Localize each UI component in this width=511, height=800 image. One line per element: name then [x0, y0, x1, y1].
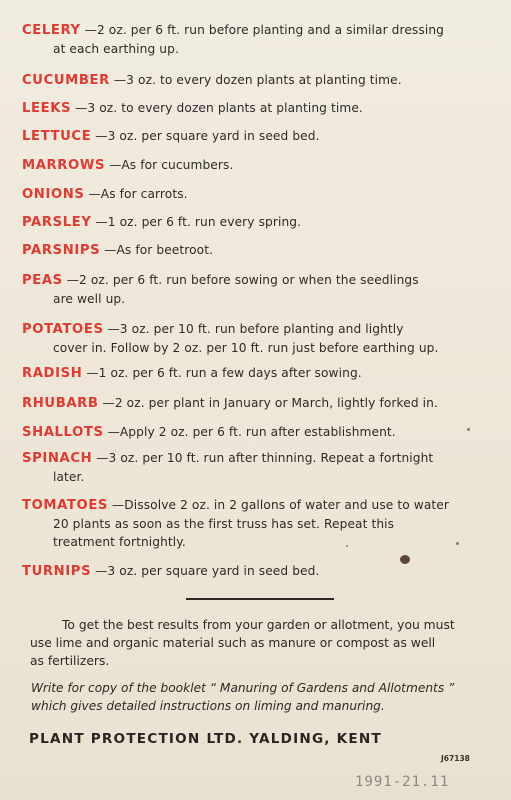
entry-text: —1 oz. per 6 ft. run a few days after sowing. [82, 366, 362, 380]
vegetable-name: RADISH [22, 366, 83, 381]
advice-line: use lime and organic material such as manure or compost as well [30, 636, 436, 650]
booklet-line: which gives detailed instructions on liming and manuring. [31, 699, 385, 713]
entry-marrows [22, 156, 494, 175]
ink-speck [346, 545, 348, 547]
entry-text: —3 oz. to every dozen plants at planting time. [109, 73, 402, 87]
entry-continuation: cover in. Follow by 2 oz. per 10 ft. run just before earthing up. [53, 341, 439, 355]
entry-text: —3 oz. per square yard in seed bed. [91, 564, 320, 578]
vegetable-name: SHALLOTS [22, 425, 104, 440]
entry-text: —1 oz. per 6 ft. run every spring. [91, 215, 302, 229]
print-code: J67138 [441, 754, 470, 763]
entry-shallots [22, 423, 494, 442]
entry-spinach [22, 449, 494, 486]
booklet-line: Write for copy of the booklet “ Manuring of Gardens and Allotments ” [31, 681, 455, 695]
vegetable-name: CELERY [22, 23, 81, 38]
vegetable-name: LEEKS [22, 101, 72, 116]
entry-text: —As for carrots. [84, 187, 188, 201]
entry-potatoes [22, 320, 494, 357]
ink-speck [467, 428, 470, 431]
entry-continuation: later. [53, 470, 85, 484]
ink-stain [400, 555, 410, 564]
pencil-accession-note: 1991-21.11 [355, 774, 450, 790]
entry-text: —3 oz. per 10 ft. run before planting and lightly [103, 322, 404, 336]
divider-rule [186, 598, 334, 600]
advice-paragraph [30, 616, 492, 670]
vegetable-name: POTATOES [22, 322, 104, 337]
entry-text: —2 oz. per plant in January or March, lightly forked in. [98, 396, 438, 410]
entry-continuation: at each earthing up. [53, 42, 179, 56]
entry-tomatoes [22, 496, 494, 551]
vegetable-name: MARROWS [22, 158, 106, 173]
entry-text: —3 oz. per 10 ft. run after thinning. Repeat a fortnight [92, 451, 434, 465]
vegetable-name: LETTUCE [22, 129, 92, 144]
vegetable-name: ONIONS [22, 187, 85, 202]
entry-lettuce [22, 127, 494, 146]
entry-text: —As for beetroot. [100, 243, 214, 257]
entry-parsley [22, 213, 494, 232]
vegetable-name: PARSNIPS [22, 243, 101, 258]
entry-peas [22, 271, 494, 308]
entry-onions [22, 185, 494, 204]
advice-line: as fertilizers. [30, 654, 110, 668]
entry-celery [22, 21, 494, 58]
entry-continuation: 20 plants as soon as the first truss has set. Repeat this [53, 517, 395, 531]
entry-cucumber [22, 71, 494, 90]
booklet-note [31, 679, 493, 715]
vegetable-name: TOMATOES [22, 498, 109, 513]
vegetable-name: SPINACH [22, 451, 93, 466]
company-footer: PLANT PROTECTION LTD. YALDING, KENT [29, 731, 382, 747]
ink-speck [456, 542, 459, 545]
entry-text: —3 oz. per square yard in seed bed. [91, 129, 320, 143]
vegetable-name: CUCUMBER [22, 73, 110, 88]
entry-text: —2 oz. per 6 ft. run before sowing or when the seedlings [62, 273, 419, 287]
entry-continuation: are well up. [53, 292, 126, 306]
vegetable-name: PEAS [22, 273, 63, 288]
entry-continuation-2: treatment fortnightly. [53, 535, 186, 549]
entry-rhubarb [22, 394, 494, 413]
entry-turnips [22, 562, 494, 581]
vegetable-name: RHUBARB [22, 396, 99, 411]
entry-text: —Apply 2 oz. per 6 ft. run after establishment. [103, 425, 396, 439]
entry-text: —2 oz. per 6 ft. run before planting and a similar dressing [80, 23, 444, 37]
vegetable-name: PARSLEY [22, 215, 92, 230]
vegetable-name: TURNIPS [22, 564, 92, 579]
entry-parsnips [22, 241, 494, 260]
entry-leeks [22, 99, 494, 118]
entry-text: —Dissolve 2 oz. in 2 gallons of water and use to water [108, 498, 450, 512]
entry-radish [22, 364, 494, 383]
entry-text: —As for cucumbers. [105, 158, 234, 172]
advice-line: To get the best results from your garden or allotment, you must [62, 618, 455, 632]
entry-text: —3 oz. to every dozen plants at planting time. [71, 101, 363, 115]
